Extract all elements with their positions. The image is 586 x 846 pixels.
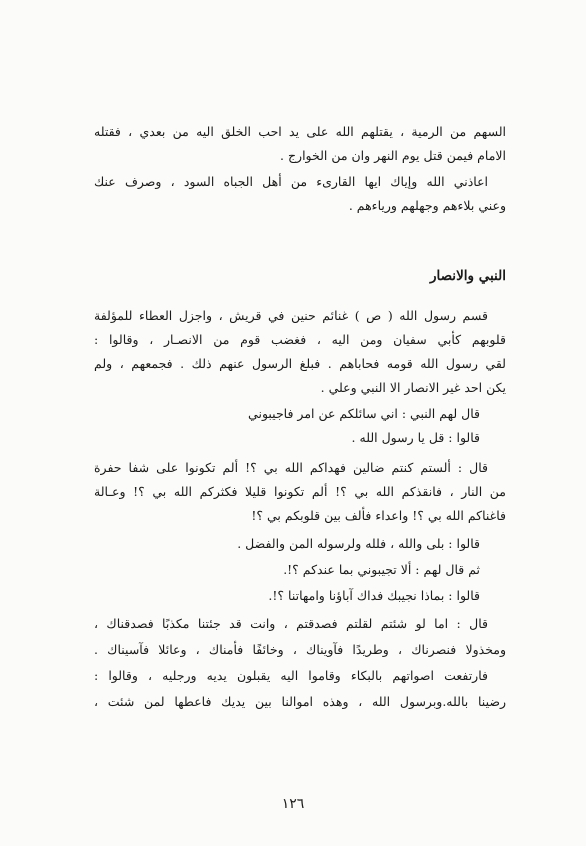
- text-line: الامام فيمن قتل يوم النهر وان من الخوارج .: [280, 148, 506, 163]
- text-line: قال : ألستم كنتم ضالين فهداكم الله بي ؟! ألم تكونوا على شفا حفرة: [94, 460, 488, 475]
- text-line: السهم من الرمية ، يقتلهم الله على يد احب الخلق اليه من بعدي ، فقتله: [94, 124, 506, 139]
- text-line: يكن احد غير الانصار الا النبي وعلي .: [320, 380, 506, 395]
- text-line: اعاذني الله وإياك ايها القارىء من أهل الجباه السود ، وصرف عنك: [94, 174, 488, 189]
- text-line: فارتفعت اصواتهم بالبكاء وقاموا اليه يقبلون يديه ورجليه ، وقالوا :: [94, 668, 488, 683]
- text-line: قسم رسول الله ( ص ) غنائم حنين في قريش ، واجزل العطاء للمؤلفة: [94, 308, 488, 323]
- text-line: ثم قال لهم : ألا تجيبوني بما عندكم ؟!.: [283, 562, 480, 577]
- text-line: قالوا : بماذا نجيبك فداك آباؤنا وامهاتنا ؟!.: [268, 588, 480, 603]
- text-line: فاغناكم الله بي ؟! واعداء فألف بين قلوبكم بي ؟!: [251, 508, 506, 523]
- text-line: ومخذولا فنصرناك ، وطريدًا فآويناك ، وخائفًا فأمناك ، وعائلا فآسيناك .: [94, 642, 506, 657]
- text-line: قالوا : بلى والله ، فلله ولرسوله المن والفضل .: [237, 536, 480, 551]
- text-line: قال لهم النبي : اني سائلكم عن امر فاجيبوني: [248, 406, 480, 421]
- text-line: لقي رسول الله قومه فحاباهم . فبلغ الرسول عنهم ذلك . فجمعهم ، ولم: [94, 356, 506, 371]
- text-line: قالوا : قل يا رسول الله .: [351, 430, 480, 445]
- section-title: النبي والانصار: [429, 268, 506, 284]
- text-line: رضينا بالله.وبرسول الله ، وهذه اموالنا بين يديك فاعطها لمن شئت ،: [94, 694, 506, 709]
- text-line: قال : اما لو شئتم لقلتم فصدقتم ، وانت قد جئتنا مكذبًا فصدقناك ،: [94, 616, 488, 631]
- book-page: [94, 118, 506, 778]
- text-line: وعني بلاءهم وجهلهم ورياءهم .: [348, 198, 506, 213]
- page-number: ١٢٦: [281, 796, 305, 812]
- text-line: قلوبهم كأبي سفيان ومن اليه ، فغضب قوم من الانصـار ، وقالوا :: [94, 332, 506, 347]
- text-line: من النار ، فانقذكم الله بي ؟! ألم تكونوا قليلا فكثركم الله بي ؟! وعـالة: [94, 484, 506, 499]
